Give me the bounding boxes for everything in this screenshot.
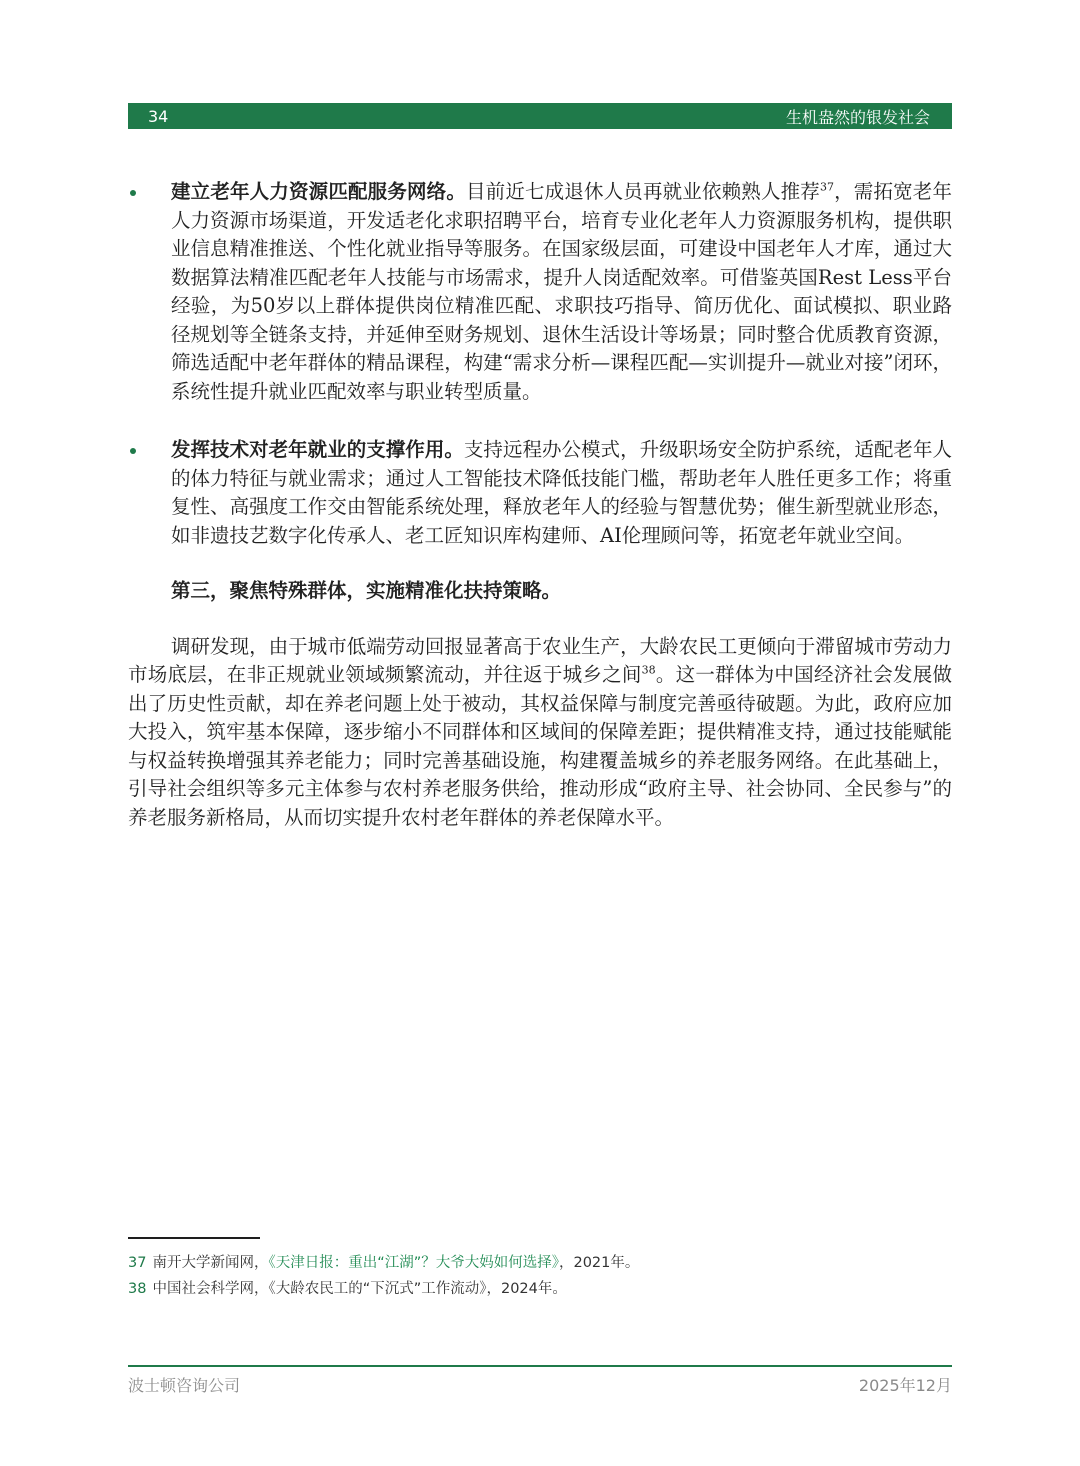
footnote-ref-38[interactable]: 38: [641, 663, 656, 677]
bullet-text: 目前近七成退休人员再就业依赖熟人推荐: [465, 180, 820, 203]
footnotes: [128, 1250, 952, 1302]
main-content: [128, 178, 952, 832]
report-title: 生机盎然的银发社会: [785, 107, 930, 127]
header-bar: [128, 103, 952, 129]
footer-company: 波士顿咨询公司: [128, 1376, 241, 1395]
section-heading: 第三，聚焦特殊群体，实施精准化扶持策略。: [171, 579, 562, 602]
footnote-number: 38: [128, 1281, 147, 1297]
footnote-year: ，2021年。: [558, 1255, 640, 1271]
footnote-38: [128, 1276, 952, 1302]
bullet-lead: 发挥技术对老年就业的支撑作用。: [171, 438, 464, 461]
bullet-item-tech-support: [128, 436, 952, 550]
footnote-link[interactable]: 《天津日报：重出“江湖”？大爷大妈如何选择》: [268, 1255, 559, 1271]
bullet-item-hr-matching: [128, 178, 952, 406]
footer-divider: [128, 1365, 952, 1367]
paragraph-text: 调研发现，由于城市低端劳动回报显著高于农业生产，大龄农民工更倾向于滞留城市劳动力市场底层，在非正规就业领域频繁流动，并往返于城乡之间: [128, 634, 952, 686]
bullet-text-cont: ，需拓宽老年人力资源市场渠道，开发适老化求职招聘平台，培育专业化老年人力资源服务机构，提供职业信息精准推送、个性化就业指导等服务。在国家级层面，可建设中国老年人才库，通过大数据算法精准匹配老年人技能与市场需求，提升人岗适配效率。可借鉴英国Rest Less平台经验，为50岁以上群体提供岗位精准匹配、求职技巧指导、简历优化、面试模拟、职业路径规划等全链条支持，并延伸至财务规划、退休生活设计等场景；同时整合优质教育资源，筛选适配中老年群体的精品课程，构建“需求分析—课程匹配—实训提升—就业对接”闭环，系统性提升就业匹配效率与职业转型质量。: [171, 180, 952, 403]
footnote-ref-37[interactable]: 37: [819, 180, 834, 194]
footnote-source: 中国社会科学网，: [152, 1281, 269, 1297]
footnote-divider: [128, 1237, 260, 1239]
bullet-dot-icon: [130, 448, 136, 454]
footnote-number: 37: [128, 1255, 147, 1271]
footer: [128, 1373, 952, 1396]
page-number: 34: [148, 106, 169, 126]
body-paragraph: [128, 633, 952, 833]
bullet-text: 支持远程办公模式，升级职场安全防护系统，适配老年人的体力特征与就业需求；通过人工智能技术降低技能门槛，帮助老年人胜任更多工作；将重复性、高强度工作交由智能系统处理，释放老年人的经验与智慧优势；催生新型就业形态，如非遗技艺数字化传承人、老工匠知识库构建师、AI伦理顾问等，拓宽老年就业空间。: [171, 438, 952, 547]
footer-date: 2025年12月: [858, 1376, 952, 1395]
bullet-dot-icon: [130, 190, 136, 196]
paragraph-text-cont: 。这一群体为中国经济社会发展做出了历史性贡献，却在养老问题上处于被动，其权益保障与制度完善亟待破题。为此，政府应加大投入，筑牢基本保障，逐步缩小不同群体和区域间的保障差距；提供精准支持，通过技能赋能与权益转换增强其养老能力；同时完善基础设施，构建覆盖城乡的养老服务网络。在此基础上，引导社会组织等多元主体参与农村养老服务供给，推动形成“政府主导、社会协同、全民参与”的养老服务新格局，从而切实提升农村老年群体的养老保障水平。: [128, 663, 952, 829]
bullet-lead: 建立老年人力资源匹配服务网络。: [171, 180, 466, 203]
footnote-37: [128, 1250, 952, 1276]
footnote-source: 南开大学新闻网，: [152, 1255, 269, 1271]
footnote-year: ，2024年。: [486, 1281, 567, 1297]
footnote-title: 《大龄农民工的“下沉式”工作流动》: [268, 1281, 487, 1297]
